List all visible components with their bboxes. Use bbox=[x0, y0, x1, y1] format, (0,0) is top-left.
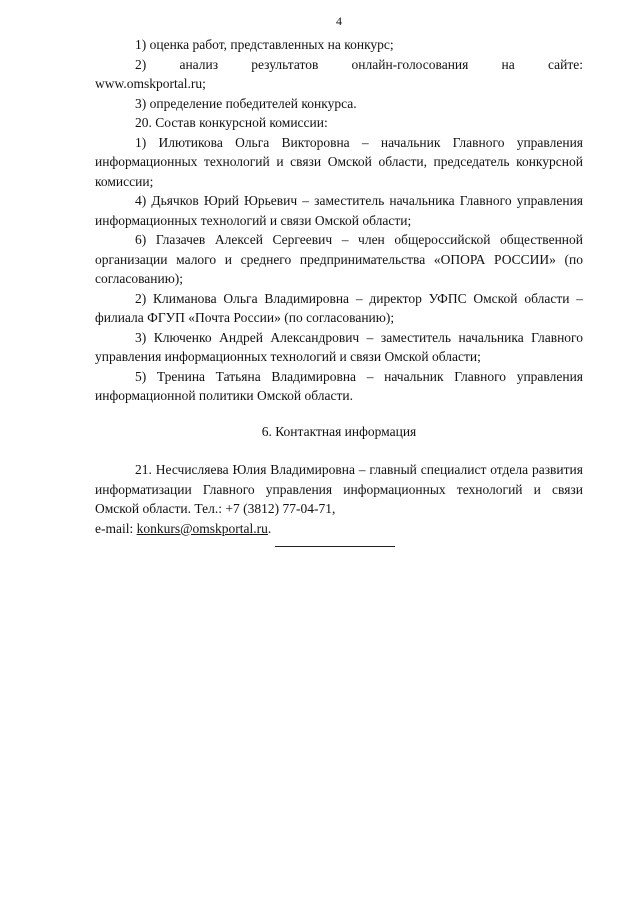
page-number: 4 bbox=[336, 14, 342, 28]
contact-text: 21. Несчисляева Юлия Владимировна – главный специалист отдела развития информатизации Главного управления информационных технологий и связи Омской области. Тел.: +7 (3812) 77-04-71, bbox=[95, 462, 583, 516]
commission-member-policy: 5) Тренина Татьяна Владимировна – начальник Главного управления информационной политики Омской области. bbox=[95, 368, 583, 403]
commission-member-deputy-2: 3) Ключенко Андрей Александрович – заместитель начальника Главного управления информационных технологий и связи Омской области; bbox=[95, 329, 583, 364]
list-item-voting-analysis: 2) анализ результатов онлайн-голосования на сайте: bbox=[135, 56, 583, 72]
commission-heading: 20. Состав конкурсной комиссии: bbox=[135, 115, 328, 130]
document-body bbox=[95, 35, 583, 538]
commission-member-opora: 6) Глазачев Алексей Сергеевич – член общероссийской общественной организации малого и среднего предпринимательства «ОПОРА РОССИИ» (по согласованию); bbox=[95, 232, 583, 286]
closing-separator-line bbox=[275, 546, 395, 547]
commission-member-deputy: 4) Дьячков Юрий Юрьевич – заместитель начальника Главного управления информационных технологий и связи Омской области; bbox=[95, 193, 583, 228]
email-link[interactable]: konkurs@omskportal.ru bbox=[136, 520, 268, 536]
list-item-winners: 3) определение победителей конкурса. bbox=[135, 95, 357, 111]
section-heading-contacts: 6. Контактная информация bbox=[261, 423, 417, 439]
list-item-evaluation: 1) оценка работ, представленных на конкурс; bbox=[135, 37, 394, 52]
commission-member-chair: 1) Илютикова Ольга Викторовна – начальник Главного управления информационных технологий и связи Омской области, председатель конкурсной комиссии; bbox=[95, 134, 583, 189]
contact-paragraph bbox=[95, 460, 583, 519]
commission-member-post: 2) Климанова Ольга Владимировна – директор УФПС Омской области – филиала ФГУП «Почта России» (по согласованию); bbox=[95, 290, 583, 325]
list-item-voting-site: www.omskportal.ru; bbox=[95, 76, 206, 91]
email-suffix: . bbox=[267, 520, 272, 536]
email-label: e-mail: bbox=[95, 520, 137, 536]
contact-email-line bbox=[95, 519, 583, 539]
